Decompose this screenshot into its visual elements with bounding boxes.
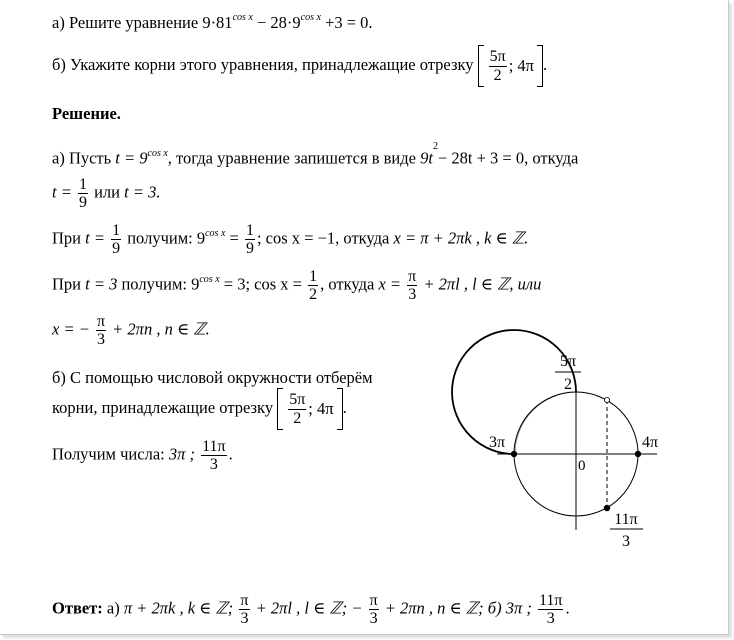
interval-bracket: $\frac{5\pi}{2}$ ; 4π <box>478 45 543 87</box>
label-5pi-den: 2 <box>564 376 572 393</box>
case-t-one-ninth: При t = $\frac{1}{9}$ получим: $9^{cos x}$ = $\frac{1}{9}$ ; cos x = −1, откуда x = π + 2πk , k ∈ ℤ. <box>52 222 529 258</box>
label-5pi-num: 5π <box>559 353 577 370</box>
part-a-label: а) <box>52 13 65 32</box>
case-t-three-line2: x = − $\frac{\pi}{3}$ + 2πn , n ∈ ℤ. <box>52 313 210 349</box>
answer-label: Ответ: <box>52 598 103 618</box>
solution-b-line2: корни, принадлежащие отрезку $\frac{5\pi}{2}$ ; 4π . <box>52 388 347 430</box>
interval-bracket: $\frac{5\pi}{2}$ ; 4π <box>277 388 342 430</box>
part-b-text: Укажите корни этого уравнения, принадлежащие отрезку <box>70 54 474 74</box>
answer: Ответ: а) π + 2πk , k ∈ ℤ; $\frac{\pi}{3}$ + 2πl , l ∈ ℤ; − $\frac{\pi}{3}$ + 2πn , n ∈ ℤ; б) 3π ; $\frac{11\pi}{3}$ . <box>52 592 570 628</box>
label-4pi: 4π <box>642 434 659 451</box>
problem-part-a <box>52 12 373 32</box>
label-3pi: 3π <box>489 434 506 451</box>
label-11pi-den: 3 <box>622 533 630 550</box>
problem-part-b: б) Укажите корни этого уравнения, принадлежащие отрезку $\frac{5\pi}{2}$ ; 4π . <box>52 45 547 87</box>
part-a-text: Решите уравнение <box>68 13 199 32</box>
solution-heading: Решение. <box>52 104 121 123</box>
label-11pi-num: 11π <box>614 511 638 528</box>
solution-b-line1: б) С помощью числовой окружности отберём <box>52 368 373 387</box>
part-a-equation: $9\cdot 81^{cos x} - 28\cdot 9^{cos x} +3 = 0$. <box>202 12 373 32</box>
case-t-three: При t = 3 получим: $9^{cos x} = 3$; cos x = $\frac{1}{2}$ , откуда x = $\frac{\pi}{3}$ + 2πl , l ∈ ℤ, или <box>52 268 542 304</box>
solution-a-line2: t = $\frac{1}{9}$ или t = 3. <box>52 176 161 212</box>
origin-label: 0 <box>578 458 586 474</box>
part-b-label: б) <box>52 54 66 74</box>
solution-a-line1: а) Пусть $t = 9^{cos x}$, тогда уравнение запишется в виде $9t^2- 28t + 3 = 0$, откуда <box>52 141 579 168</box>
solution-b-result: Получим числа: 3π ; $\frac{11\pi}{3}$ . <box>52 438 233 474</box>
